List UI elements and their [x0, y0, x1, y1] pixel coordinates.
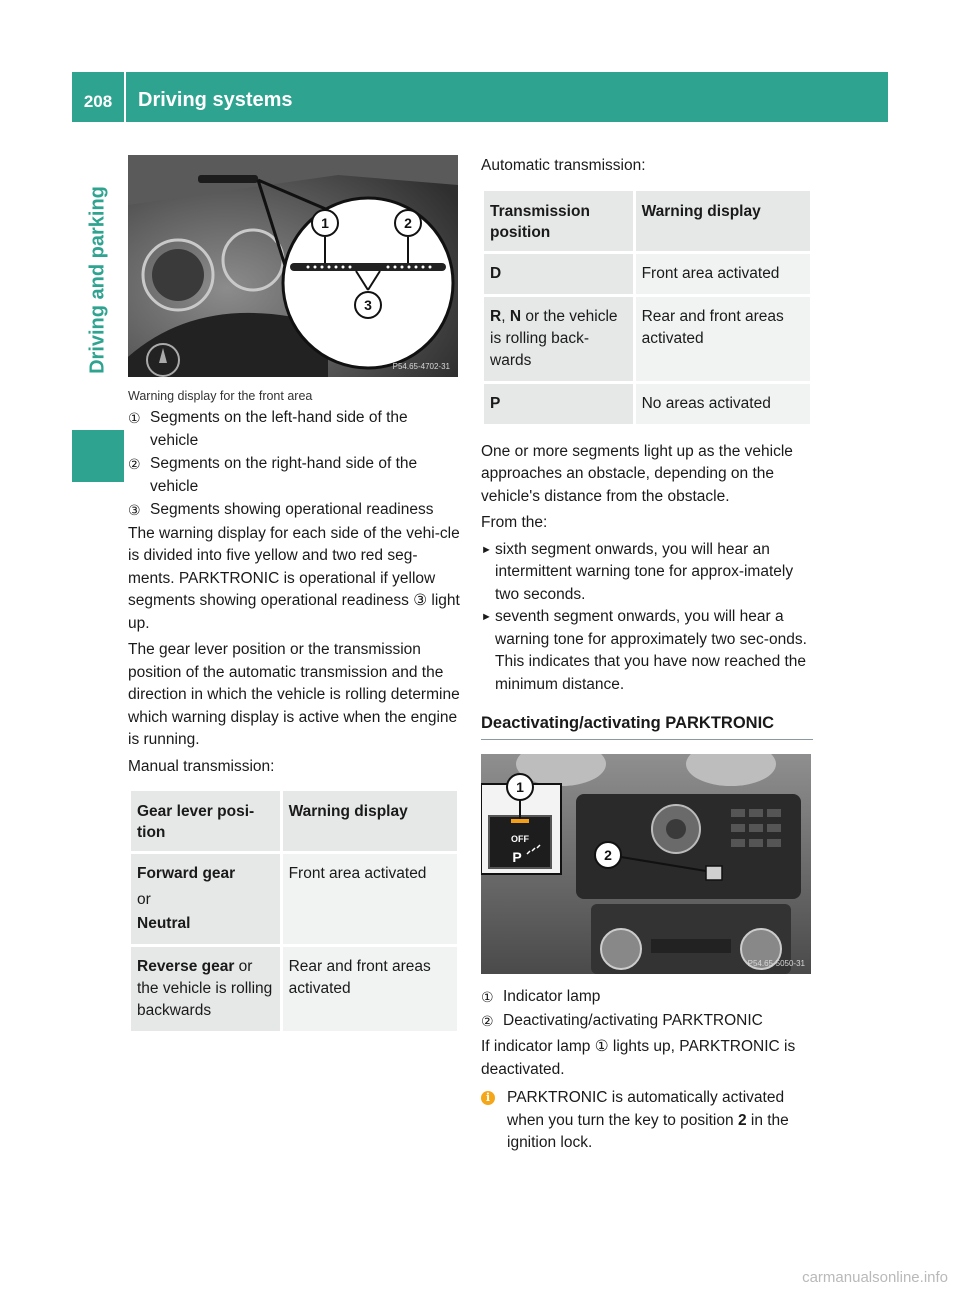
legend-item: [481, 1010, 813, 1033]
page-number: 208: [72, 72, 124, 122]
section-heading: Deactivating/activating PARKTRONIC: [481, 714, 813, 740]
table-cell: [484, 384, 633, 424]
side-tab-block: [72, 430, 124, 482]
automatic-transmission-table: [481, 188, 813, 427]
position-rest: or the vehicle is rolling back-wards: [490, 307, 618, 369]
bullet-text: sixth segment onwards, you will hear an intermittent warning tone for approx-imately two seconds.: [495, 540, 794, 603]
console-photo: [481, 754, 811, 974]
position-label: P: [490, 394, 501, 412]
legend-number: ①: [128, 410, 141, 426]
list-item: [481, 606, 813, 696]
callout-2-label: 2: [604, 847, 612, 863]
paragraph-segments-light: One or more segments light up as the vehicle approaches an obstacle, depending on the vehicle's distance from the obstacle.: [481, 442, 793, 505]
table-cell: No areas activated: [636, 384, 810, 424]
position-label: R: [490, 307, 502, 325]
table-cell: [484, 254, 633, 294]
manual-transmission-table: [128, 788, 460, 1034]
gear-label: Neutral: [137, 915, 191, 932]
legend-text: Segments on the right-hand side of the vehicle: [150, 455, 418, 495]
side-tab: [72, 140, 124, 420]
legend-text: Segments showing operational readiness: [150, 501, 434, 518]
table-cell: Rear and front areas activated: [283, 947, 457, 1031]
left-column: [128, 155, 460, 1048]
automatic-transmission-label: Automatic transmission:: [481, 157, 646, 174]
legend-text: Deactivating/activating PARKTRONIC: [503, 1011, 763, 1029]
paragraph-warning-segments: The warning display for each side of the vehi-cle is divided into five yellow and two red seg-ments. PARKTRONIC is operational if yellow segments showing operational readiness ③ light up.: [128, 524, 460, 632]
gear-rest: or the vehicle is rolling backwards: [137, 958, 273, 1019]
table-row: [484, 384, 810, 424]
legend-text: Segments on the left-hand side of the vehicle: [150, 409, 408, 449]
note-bold: 2: [737, 1111, 747, 1129]
table-row: [484, 297, 810, 381]
info-note: [481, 1087, 813, 1155]
figure-parktronic-button: [481, 754, 811, 974]
gear-or: or: [137, 891, 151, 908]
callout-1-label: 1: [516, 779, 524, 795]
section-title: Driving systems: [126, 72, 888, 122]
figure-caption: Warning display for the front area: [128, 389, 313, 403]
legend-number: ③: [128, 502, 141, 518]
position-label: D: [490, 264, 502, 282]
right-column: [481, 155, 813, 1155]
table-cell: Rear and front areas activated: [636, 297, 810, 381]
list-item: [481, 539, 813, 607]
legend-item: [128, 407, 460, 452]
legend-number: ②: [481, 1012, 494, 1029]
figure-ref: P54.65-4702-31: [392, 362, 450, 371]
legend-number: ①: [481, 989, 494, 1005]
note-end: in the ignition lock.: [507, 1111, 789, 1151]
table-row: [131, 947, 457, 1031]
table-header-row: [484, 191, 810, 251]
legend-text: Indicator lamp: [503, 988, 601, 1005]
legend-number: ②: [128, 456, 141, 472]
bullet-text: seventh segment onwards, you will hear a warning tone for approximately two sec-onds. This indicates that you have now reached the minimum distance.: [495, 608, 807, 693]
from-the-label: From the:: [481, 514, 548, 531]
paragraph-gear-position: The gear lever position or the transmission position of the automatic transmission and the direction in which the vehicle is rolling determine which warning display is active when the engine is running.: [128, 641, 460, 748]
table-cell: [131, 854, 280, 944]
legend-item: [128, 499, 460, 522]
button-p-label: P: [512, 849, 522, 865]
table-cell: [484, 297, 633, 381]
table-header: Warning display: [283, 791, 457, 851]
table-cell: Front area activated: [636, 254, 810, 294]
button-off-label: OFF: [511, 834, 529, 844]
callout-3-label: 3: [364, 297, 372, 313]
legend-item: [128, 453, 460, 498]
table-header: Warning display: [636, 191, 810, 251]
info-icon: i: [481, 1091, 495, 1105]
paragraph-indicator-lamp: If indicator lamp ① lights up, PARKTRONIC is deactivated.: [481, 1038, 796, 1078]
bullet-icon: ►: [481, 611, 492, 623]
gear-label: Reverse gear: [137, 958, 235, 975]
legend-item: [481, 986, 813, 1009]
manual-transmission-label: Manual transmission:: [128, 757, 275, 775]
position-sep: ,: [501, 307, 510, 325]
table-header-row: [131, 791, 457, 851]
position-label: N: [509, 307, 522, 325]
table-row: [484, 254, 810, 294]
callout-1-label: 1: [321, 215, 329, 231]
figure-ref: P54.65-5050-31: [747, 959, 805, 968]
info-note-text: [507, 1087, 813, 1155]
table-header: Gear lever posi-tion: [131, 791, 280, 851]
table-cell: Front area activated: [283, 854, 457, 944]
side-tab-label: Driving and parking: [86, 186, 109, 374]
dashboard-photo: [128, 155, 458, 377]
table-cell: [131, 947, 280, 1031]
note-text: PARKTRONIC is automatically activated when you turn the key to position: [507, 1089, 785, 1129]
figure-front-warning-display: [128, 155, 458, 377]
bullet-list: [481, 539, 813, 697]
callout-2-label: 2: [404, 215, 412, 231]
table-row: [131, 854, 457, 944]
bullet-icon: ►: [481, 543, 492, 556]
page-header: [72, 72, 888, 122]
watermark: carmanualsonline.info: [802, 1269, 948, 1286]
table-header: Transmission position: [484, 191, 633, 251]
gear-label: Forward gear: [137, 865, 236, 882]
